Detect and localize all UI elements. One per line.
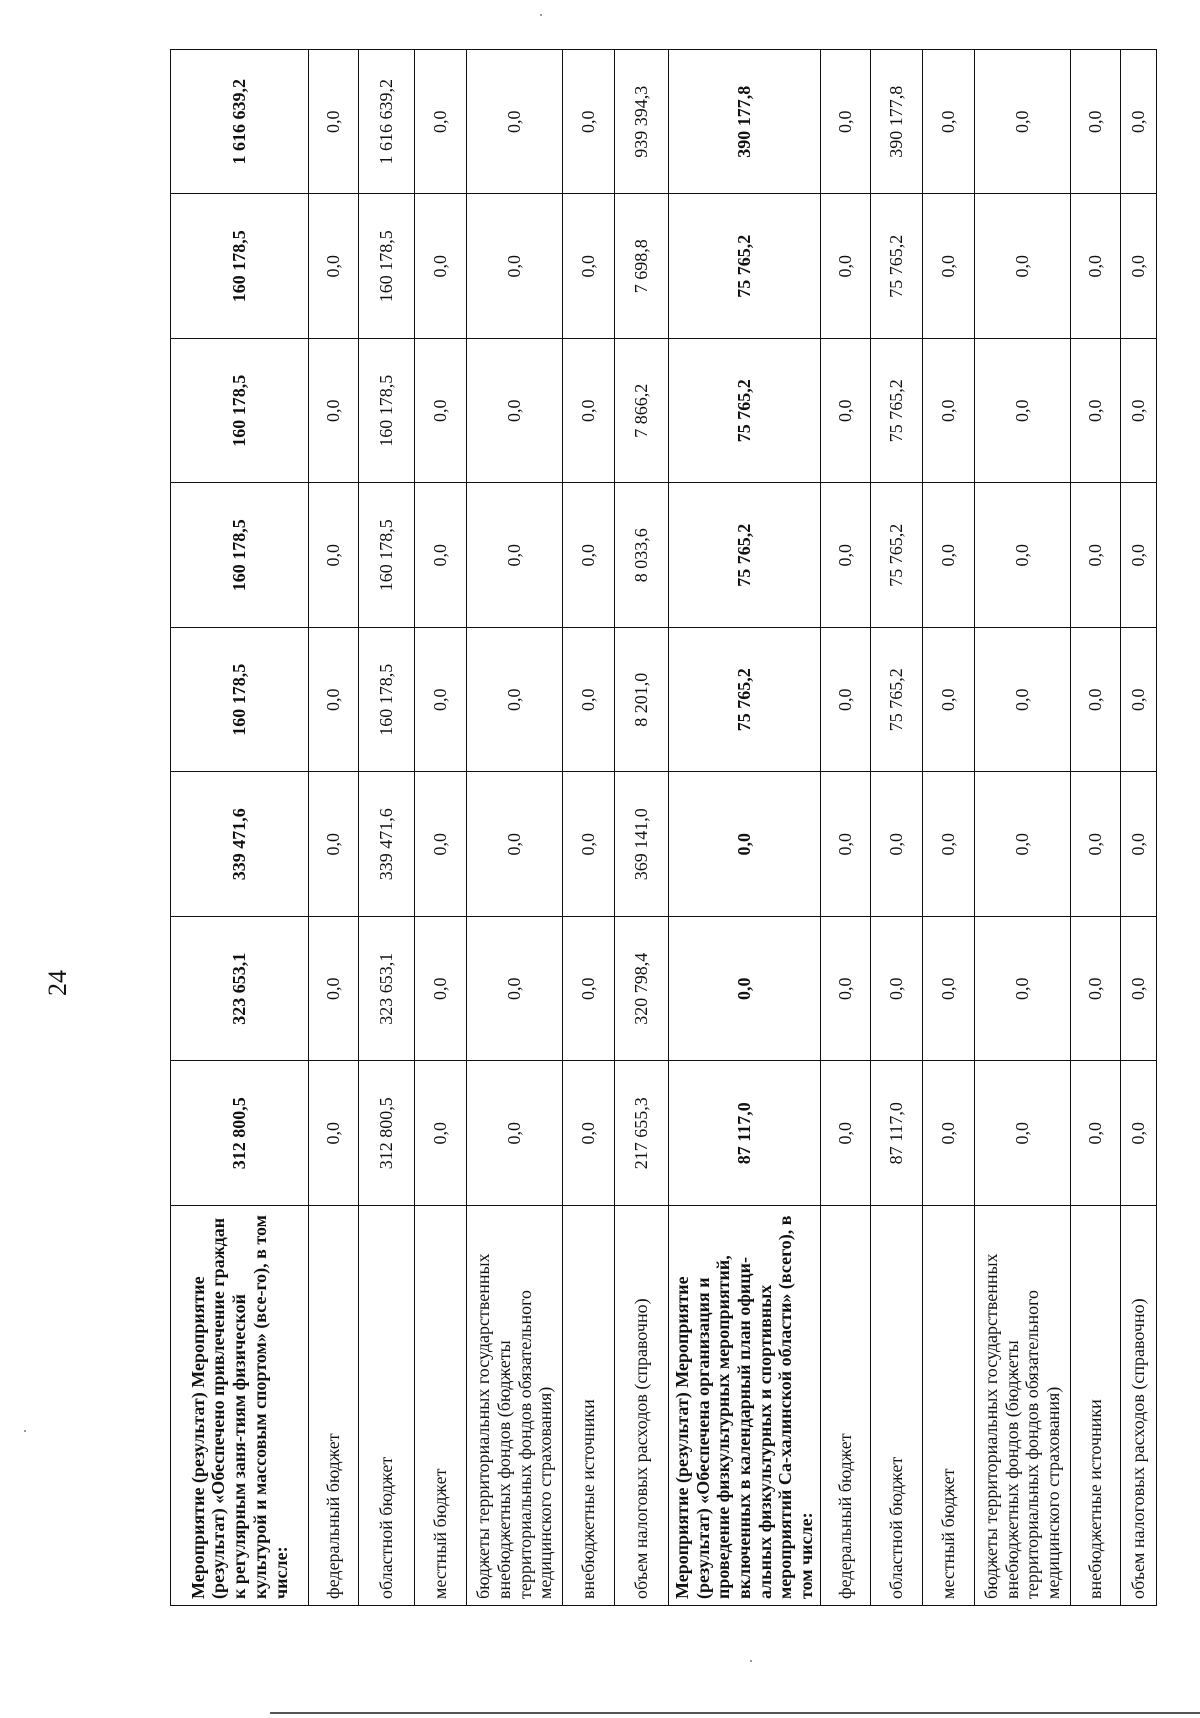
page-number: 24 bbox=[43, 970, 72, 996]
row-label: местный бюджет bbox=[922, 1206, 974, 1606]
row-label: областной бюджет bbox=[359, 1206, 415, 1606]
value-cell: 0,0 bbox=[1120, 628, 1156, 773]
value-cell: 0,0 bbox=[922, 339, 974, 484]
value-cell: 0,0 bbox=[1070, 1061, 1120, 1206]
value-cell: 160 178,5 bbox=[171, 194, 309, 339]
value-cell: 0,0 bbox=[1120, 194, 1156, 339]
value-cell: 0,0 bbox=[415, 50, 467, 195]
value-cell: 160 178,5 bbox=[171, 628, 309, 773]
value-cell: 160 178,5 bbox=[359, 628, 415, 773]
value-cell: 0,0 bbox=[415, 628, 467, 773]
value-cell: 312 800,5 bbox=[171, 1061, 309, 1206]
value-cell: 0,0 bbox=[1070, 628, 1120, 773]
table-row bbox=[309, 50, 359, 1606]
value-cell: 0,0 bbox=[1070, 772, 1120, 917]
value-cell: 0,0 bbox=[974, 194, 1070, 339]
row-label: внебюджетные источники bbox=[563, 1206, 615, 1606]
value-cell: 0,0 bbox=[1120, 772, 1156, 917]
row-label: объем налоговых расходов (справочно) bbox=[615, 1206, 669, 1606]
value-cell: 0,0 bbox=[1120, 339, 1156, 484]
value-cell: 339 471,6 bbox=[171, 772, 309, 917]
value-cell: 0,0 bbox=[669, 917, 821, 1062]
value-cell: 1 616 639,2 bbox=[359, 50, 415, 195]
value-cell: 0,0 bbox=[467, 772, 563, 917]
value-cell: 0,0 bbox=[974, 628, 1070, 773]
value-cell: 160 178,5 bbox=[171, 339, 309, 484]
budget-table-body bbox=[171, 50, 1157, 1606]
value-cell: 0,0 bbox=[922, 1061, 974, 1206]
value-cell: 217 655,3 bbox=[615, 1061, 669, 1206]
value-cell: 0,0 bbox=[415, 772, 467, 917]
value-cell: 0,0 bbox=[974, 772, 1070, 917]
row-label: федеральный бюджет bbox=[309, 1206, 359, 1606]
value-cell: 0,0 bbox=[467, 339, 563, 484]
value-cell: 0,0 bbox=[563, 50, 615, 195]
value-cell: 0,0 bbox=[922, 628, 974, 773]
row-label: объем налоговых расходов (справочно) bbox=[1120, 1206, 1156, 1606]
value-cell: 0,0 bbox=[563, 194, 615, 339]
value-cell: 0,0 bbox=[467, 194, 563, 339]
value-cell: 0,0 bbox=[563, 772, 615, 917]
value-cell: 75 765,2 bbox=[669, 628, 821, 773]
value-cell: 0,0 bbox=[309, 50, 359, 195]
value-cell: 323 653,1 bbox=[359, 917, 415, 1062]
value-cell: 0,0 bbox=[309, 772, 359, 917]
value-cell: 0,0 bbox=[563, 483, 615, 628]
value-cell: 0,0 bbox=[922, 194, 974, 339]
table-row bbox=[563, 50, 615, 1606]
table-row bbox=[669, 50, 821, 1606]
value-cell: 0,0 bbox=[669, 772, 821, 917]
value-cell: 0,0 bbox=[467, 628, 563, 773]
value-cell: 0,0 bbox=[1120, 917, 1156, 1062]
value-cell: 0,0 bbox=[820, 917, 870, 1062]
value-cell: 390 177,8 bbox=[669, 50, 821, 195]
row-label: местный бюджет bbox=[415, 1206, 467, 1606]
value-cell: 0,0 bbox=[415, 483, 467, 628]
value-cell: 0,0 bbox=[415, 339, 467, 484]
value-cell: 0,0 bbox=[820, 194, 870, 339]
value-cell: 8 201,0 bbox=[615, 628, 669, 773]
table-row bbox=[171, 50, 309, 1606]
value-cell: 0,0 bbox=[974, 483, 1070, 628]
row-label: бюджеты территориальных государственных внебюджетных фондов (бюджеты территориальных фондов обязательного медицинского страхования) bbox=[974, 1206, 1070, 1606]
budget-table bbox=[170, 49, 1157, 1606]
rotated-table-wrapper bbox=[170, 50, 1148, 1606]
value-cell: 0,0 bbox=[974, 339, 1070, 484]
value-cell: 312 800,5 bbox=[359, 1061, 415, 1206]
value-cell: 75 765,2 bbox=[669, 483, 821, 628]
value-cell: 0,0 bbox=[974, 1061, 1070, 1206]
value-cell: 0,0 bbox=[922, 917, 974, 1062]
value-cell: 0,0 bbox=[309, 194, 359, 339]
value-cell: 75 765,2 bbox=[870, 339, 922, 484]
table-row bbox=[1120, 50, 1156, 1606]
table-row bbox=[870, 50, 922, 1606]
value-cell: 0,0 bbox=[820, 628, 870, 773]
value-cell: 0,0 bbox=[922, 772, 974, 917]
value-cell: 7 866,2 bbox=[615, 339, 669, 484]
value-cell: 0,0 bbox=[309, 483, 359, 628]
value-cell: 0,0 bbox=[1070, 483, 1120, 628]
scan-edge-line bbox=[270, 1712, 1200, 1714]
row-label: бюджеты территориальных государственных внебюджетных фондов (бюджеты территориальных фондов обязательного медицинского страхования) bbox=[467, 1206, 563, 1606]
value-cell: 75 765,2 bbox=[669, 194, 821, 339]
value-cell: 0,0 bbox=[1120, 483, 1156, 628]
value-cell: 75 765,2 bbox=[870, 194, 922, 339]
value-cell: 0,0 bbox=[563, 1061, 615, 1206]
value-cell: 0,0 bbox=[870, 917, 922, 1062]
value-cell: 0,0 bbox=[415, 1061, 467, 1206]
value-cell: 320 798,4 bbox=[615, 917, 669, 1062]
scan-speck bbox=[24, 1430, 26, 1432]
value-cell: 0,0 bbox=[820, 772, 870, 917]
value-cell: 0,0 bbox=[563, 339, 615, 484]
value-cell: 0,0 bbox=[563, 917, 615, 1062]
value-cell: 0,0 bbox=[415, 194, 467, 339]
value-cell: 0,0 bbox=[820, 50, 870, 195]
value-cell: 0,0 bbox=[467, 1061, 563, 1206]
value-cell: 0,0 bbox=[309, 917, 359, 1062]
table-row bbox=[1070, 50, 1120, 1606]
value-cell: 0,0 bbox=[922, 50, 974, 195]
value-cell: 323 653,1 bbox=[171, 917, 309, 1062]
row-label: федеральный бюджет bbox=[820, 1206, 870, 1606]
value-cell: 0,0 bbox=[1070, 917, 1120, 1062]
scan-speck bbox=[750, 1660, 752, 1662]
value-cell: 0,0 bbox=[974, 50, 1070, 195]
value-cell: 0,0 bbox=[974, 917, 1070, 1062]
table-row bbox=[974, 50, 1070, 1606]
table-row bbox=[467, 50, 563, 1606]
value-cell: 0,0 bbox=[820, 339, 870, 484]
value-cell: 87 117,0 bbox=[870, 1061, 922, 1206]
value-cell: 0,0 bbox=[1070, 194, 1120, 339]
value-cell: 0,0 bbox=[563, 628, 615, 773]
value-cell: 0,0 bbox=[922, 483, 974, 628]
value-cell: 160 178,5 bbox=[359, 194, 415, 339]
table-row bbox=[415, 50, 467, 1606]
value-cell: 0,0 bbox=[309, 628, 359, 773]
scan-speck bbox=[540, 14, 542, 16]
value-cell: 75 765,2 bbox=[870, 628, 922, 773]
value-cell: 75 765,2 bbox=[669, 339, 821, 484]
value-cell: 0,0 bbox=[1120, 1061, 1156, 1206]
row-label: областной бюджет bbox=[870, 1206, 922, 1606]
row-label: внебюджетные источники bbox=[1070, 1206, 1120, 1606]
value-cell: 75 765,2 bbox=[870, 483, 922, 628]
value-cell: 0,0 bbox=[820, 1061, 870, 1206]
table-row bbox=[820, 50, 870, 1606]
row-label: Мероприятие (результат) Мероприятие (результат) «Обеспечено привлечение граждан к регулярным заня-тиям физической культурой и массовым спортом» (все-го), в том числе: bbox=[171, 1206, 309, 1606]
value-cell: 0,0 bbox=[467, 483, 563, 628]
value-cell: 0,0 bbox=[870, 772, 922, 917]
value-cell: 0,0 bbox=[309, 339, 359, 484]
value-cell: 0,0 bbox=[1120, 50, 1156, 195]
table-row bbox=[922, 50, 974, 1606]
value-cell: 939 394,3 bbox=[615, 50, 669, 195]
value-cell: 0,0 bbox=[1070, 50, 1120, 195]
value-cell: 160 178,5 bbox=[171, 483, 309, 628]
row-label: Мероприятие (результат) Мероприятие (результат) «Обеспечена организация и проведение физкультурных мероприятий, включенных в календарный план офици-альных физкультурных и спортивных мероприятий Са-халинской области» (всего), в том числе: bbox=[669, 1206, 821, 1606]
table-row bbox=[359, 50, 415, 1606]
value-cell: 390 177,8 bbox=[870, 50, 922, 195]
value-cell: 160 178,5 bbox=[359, 339, 415, 484]
value-cell: 87 117,0 bbox=[669, 1061, 821, 1206]
value-cell: 8 033,6 bbox=[615, 483, 669, 628]
value-cell: 7 698,8 bbox=[615, 194, 669, 339]
value-cell: 0,0 bbox=[467, 917, 563, 1062]
value-cell: 0,0 bbox=[820, 483, 870, 628]
value-cell: 160 178,5 bbox=[359, 483, 415, 628]
value-cell: 1 616 639,2 bbox=[171, 50, 309, 195]
value-cell: 369 141,0 bbox=[615, 772, 669, 917]
value-cell: 339 471,6 bbox=[359, 772, 415, 917]
value-cell: 0,0 bbox=[467, 50, 563, 195]
table-row bbox=[615, 50, 669, 1606]
value-cell: 0,0 bbox=[309, 1061, 359, 1206]
value-cell: 0,0 bbox=[1070, 339, 1120, 484]
value-cell: 0,0 bbox=[415, 917, 467, 1062]
